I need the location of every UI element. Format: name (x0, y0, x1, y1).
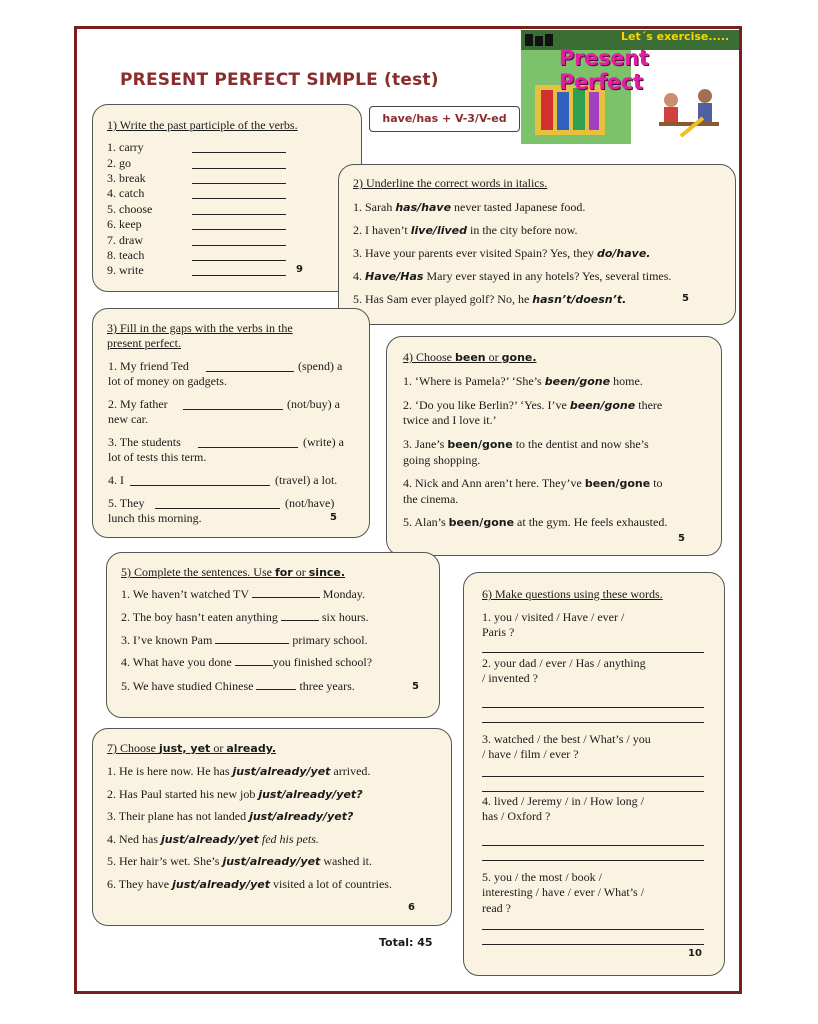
ex3-item: 4. I (108, 473, 124, 487)
answer-line[interactable] (482, 944, 704, 945)
exercise-2-score: 5 (682, 293, 689, 304)
ex7-option[interactable]: just/already/yet (232, 765, 331, 778)
ex4-option[interactable]: been/gone (569, 399, 636, 412)
ex4-option[interactable]: been/gone (544, 375, 611, 388)
exercise-4-heading: 4) Choose been or gone. (403, 350, 537, 364)
ex6-question-cont: / have / film / ever ? (482, 747, 579, 761)
exercise-3-heading-cont: present perfect. (107, 336, 181, 350)
ex4-sentence: 4. Nick and Ann aren’t here. They’ve been/gone to (403, 476, 663, 490)
ex3-item-cont: new car. (108, 412, 148, 426)
exercise-6-score: 10 (688, 948, 702, 959)
ex2-option[interactable]: live/lived (410, 224, 468, 237)
ex6-question-cont: read ? (482, 901, 511, 915)
ex2-sentence: 1. Sarah has/have never tasted Japanese food. (353, 200, 586, 214)
banner-title: Present Perfect (559, 46, 649, 94)
answer-line[interactable] (482, 791, 704, 792)
ex3-item-cont: lot of tests this term. (108, 450, 207, 464)
ex2-sentence: 4. Have/Has Mary ever stayed in any hotels? Yes, several times. (353, 269, 672, 283)
answer-line[interactable] (130, 485, 270, 486)
ex7-option[interactable]: just/already/yet (222, 855, 321, 868)
ex3-verb: (travel) a lot. (275, 473, 338, 487)
banner-illustration (521, 30, 739, 144)
ex7-sentence: 6. They have just/already/yet visited a lot of countries. (107, 877, 392, 891)
answer-blank[interactable] (256, 679, 296, 690)
answer-blank[interactable] (252, 587, 320, 598)
ex2-option[interactable]: has/have (395, 201, 452, 214)
ex3-item: 3. The students (108, 435, 181, 449)
answer-line[interactable] (192, 183, 286, 184)
ex7-sentence: 2. Has Paul started his new job just/already/yet? (107, 787, 363, 801)
ex5-item: 4. What have you done you finished school? (121, 655, 373, 669)
ex4-sentence: 2. ‘Do you like Berlin?’ ‘Yes. I’ve been/gone there (403, 398, 663, 412)
page-title: PRESENT PERFECT SIMPLE (test) (120, 70, 439, 90)
ex1-item: 8. teach (107, 248, 145, 262)
exercise-2-heading: 2) Underline the correct words in italics. (353, 176, 548, 190)
exercise-3-heading: 3) Fill in the gaps with the verbs in the (107, 321, 293, 335)
ex2-sentence: 2. I haven’t live/lived in the city before now. (353, 223, 578, 237)
ex3-item-cont: lot of money on gadgets. (108, 374, 227, 388)
ex4-sentence: 3. Jane’s been/gone to the dentist and now she’s (403, 437, 649, 451)
ex5-item: 5. We have studied Chinese three years. (121, 679, 355, 693)
ex7-option[interactable]: just/already/yet (161, 833, 259, 846)
ex1-item: 7. draw (107, 233, 143, 247)
ex3-item-cont: lunch this morning. (108, 511, 202, 525)
ex4-sentence: 1. ‘Where is Pamela?’ ‘She’s been/gone home. (403, 374, 643, 388)
exercise-1-heading: 1) Write the past participle of the verbs. (107, 118, 298, 132)
ex2-option[interactable]: hasn’t/doesn’t. (532, 293, 627, 306)
ex4-option[interactable]: been/gone (448, 516, 515, 529)
ex2-sentence: 5. Has Sam ever played golf? No, he hasn’t/doesn’t. (353, 292, 627, 306)
ex3-verb: (spend) a (298, 359, 343, 373)
answer-line[interactable] (198, 447, 298, 448)
ex3-item: 1. My friend Ted (108, 359, 189, 373)
ex1-item: 9. write (107, 263, 144, 277)
ex2-option[interactable]: Have/Has (365, 270, 424, 283)
ex4-sentence-cont: the cinema. (403, 492, 459, 506)
ex4-sentence-cont: going shopping. (403, 453, 481, 467)
ex6-question: 2. your dad / ever / Has / anything (482, 656, 646, 670)
answer-line[interactable] (192, 260, 286, 261)
ex7-option[interactable]: just/already/yet? (249, 810, 354, 823)
ex4-option[interactable]: been/gone (584, 477, 651, 490)
ex4-sentence-cont: twice and I love it.’ (403, 413, 497, 427)
exercise-5-heading: 5) Complete the sentences. Use for or since. (121, 565, 346, 579)
exercise-4-score: 5 (678, 533, 685, 544)
ex1-item: 2. go (107, 156, 131, 170)
ex1-item: 1. carry (107, 140, 144, 154)
ex7-sentence: 3. Their plane has not landed just/already/yet? (107, 809, 354, 823)
exercise-1-score: 9 (296, 264, 303, 275)
answer-line[interactable] (192, 168, 286, 169)
exercise-7-score: 6 (408, 902, 415, 913)
ex6-question: 5. you / the most / book / (482, 870, 602, 884)
ex6-question-cont: interesting / have / ever / What’s / (482, 885, 645, 899)
answer-line[interactable] (206, 371, 294, 372)
ex3-item: 5. They (108, 496, 145, 510)
exercise-7-box (92, 728, 452, 926)
ex7-option[interactable]: just/already/yet (172, 878, 270, 891)
answer-line[interactable] (183, 409, 283, 410)
ex6-question-cont: has / Oxford ? (482, 809, 551, 823)
ex5-item: 1. We haven’t watched TV Monday. (121, 587, 365, 601)
ex4-option[interactable]: been/gone (447, 438, 513, 451)
ex6-question: 4. lived / Jeremy / in / How long / (482, 794, 644, 808)
ex7-option[interactable]: just/already/yet? (258, 788, 363, 801)
answer-line[interactable] (482, 845, 704, 846)
ex3-verb: (write) a (303, 435, 344, 449)
answer-line[interactable] (482, 860, 704, 861)
answer-line[interactable] (482, 929, 704, 930)
ex1-item: 6. keep (107, 217, 142, 231)
ex2-sentence: 3. Have your parents ever visited Spain? Yes, they do/have. (353, 246, 651, 260)
exercise-5-score: 5 (412, 681, 419, 692)
ex3-item: 2. My father (108, 397, 168, 411)
ex5-item: 3. I’ve known Pam primary school. (121, 633, 368, 647)
ex5-item: 2. The boy hasn’t eaten anything six hours. (121, 610, 369, 624)
answer-blank[interactable] (235, 655, 273, 666)
ex1-item: 3. break (107, 171, 146, 185)
answer-line[interactable] (192, 152, 286, 153)
ex6-question: 1. you / visited / Have / ever / (482, 610, 625, 624)
exercise-3-score: 5 (330, 512, 337, 523)
ex4-sentence: 5. Alan’s been/gone at the gym. He feels exhausted. (403, 515, 668, 529)
answer-line[interactable] (192, 198, 286, 199)
answer-blank[interactable] (215, 633, 289, 644)
ex3-verb: (not/have) (285, 496, 335, 510)
ex3-verb: (not/buy) a (287, 397, 340, 411)
answer-line[interactable] (192, 229, 286, 230)
ex1-item: 4. catch (107, 186, 145, 200)
formula-box: have/has + V-3/V-ed (369, 106, 520, 132)
answer-line[interactable] (192, 245, 286, 246)
answer-line[interactable] (482, 776, 704, 777)
ex6-question: 3. watched / the best / What’s / you (482, 732, 651, 746)
answer-line[interactable] (482, 722, 704, 723)
ex7-sentence: 1. He is here now. He has just/already/yet arrived. (107, 764, 371, 778)
ex2-option[interactable]: do/have. (596, 247, 651, 260)
exercise-7-heading: 7) Choose just, yet or already. (107, 741, 277, 755)
answer-line[interactable] (155, 508, 280, 509)
answer-line[interactable] (192, 214, 286, 215)
ex6-question-cont: Paris ? (482, 625, 515, 639)
answer-line[interactable] (482, 652, 704, 653)
ex7-sentence: 5. Her hair’s wet. She’s just/already/yet washed it. (107, 854, 372, 868)
answer-line[interactable] (192, 275, 286, 276)
answer-blank[interactable] (281, 610, 319, 621)
ex1-item: 5. choose (107, 202, 153, 216)
total-score: Total: 45 (379, 936, 433, 949)
banner-small-text: Let´s exercise..... (621, 30, 730, 43)
answer-line[interactable] (482, 707, 704, 708)
ex6-question-cont: / invented ? (482, 671, 538, 685)
ex7-sentence: 4. Ned has just/already/yet fed his pets. (107, 832, 319, 846)
exercise-6-heading: 6) Make questions using these words. (482, 587, 663, 601)
